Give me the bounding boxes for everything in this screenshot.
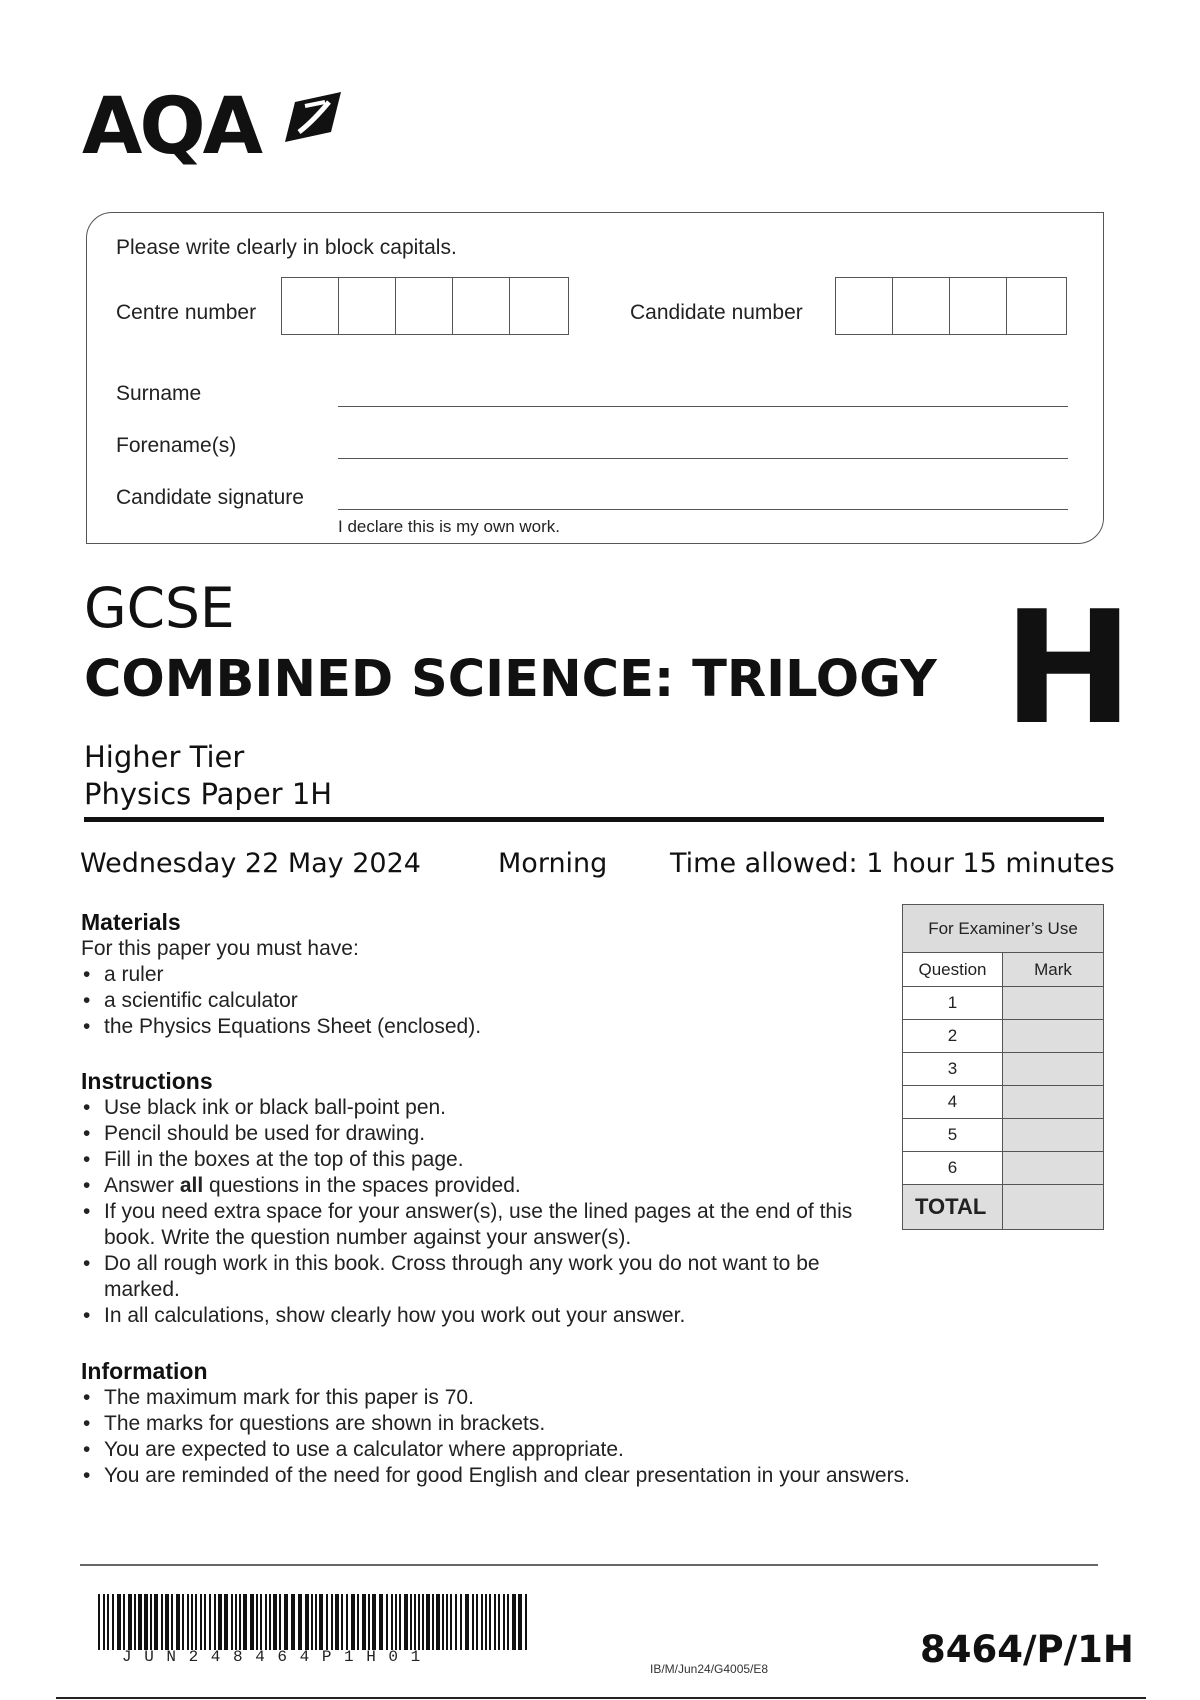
barcode-bar	[481, 1594, 483, 1650]
barcode-digits: JUN248464P1H01	[122, 1648, 433, 1666]
barcode-image	[98, 1594, 534, 1650]
total-row	[903, 1185, 1104, 1230]
barcode-bar	[187, 1594, 189, 1650]
barcode-bar	[256, 1594, 258, 1650]
barcode-bar	[279, 1594, 281, 1650]
table-row: 3	[903, 1053, 1104, 1086]
exam-session: Morning	[498, 848, 608, 879]
barcode-bar	[128, 1594, 132, 1650]
tier-name: Higher Tier	[84, 740, 245, 774]
barcode-bar	[161, 1594, 163, 1650]
barcode-bar	[112, 1594, 114, 1650]
barcode-bar	[494, 1594, 496, 1650]
barcode-bar	[341, 1594, 343, 1650]
barcode-bar	[503, 1594, 505, 1650]
list-item: • Use black ink or black ball-point pen.	[81, 1095, 881, 1121]
barcode-bar	[123, 1594, 125, 1650]
barcode-bar	[154, 1594, 158, 1650]
barcode-bar	[243, 1594, 247, 1650]
barcode-bar	[446, 1594, 448, 1650]
barcode-bar	[209, 1594, 211, 1650]
barcode-bar	[455, 1594, 457, 1650]
total-label: TOTAL	[903, 1185, 1003, 1230]
barcode-bar	[507, 1594, 509, 1650]
barcode-bar	[235, 1594, 237, 1650]
candidate-digit-box[interactable]	[893, 278, 950, 334]
centre-digit-box[interactable]	[510, 278, 567, 334]
barcode-bar	[346, 1594, 348, 1650]
barcode-bar	[191, 1594, 193, 1650]
barcode-bar	[436, 1594, 440, 1650]
forename-line[interactable]	[338, 458, 1068, 459]
paper-name: Physics Paper 1H	[84, 777, 333, 811]
barcode-bar	[395, 1594, 397, 1650]
table-row: 5	[903, 1119, 1104, 1152]
barcode-bar	[250, 1594, 254, 1650]
barcode-bar	[138, 1594, 142, 1650]
aqa-logo	[82, 82, 261, 172]
barcode-bar	[231, 1594, 233, 1650]
question-column-header: Question	[903, 953, 1003, 987]
exam-level: GCSE	[84, 576, 235, 640]
exam-date: Wednesday 22 May 2024	[80, 848, 421, 879]
materials-intro: For this paper you must have:	[81, 937, 359, 960]
barcode-bar	[265, 1594, 267, 1650]
barcode-bar	[239, 1594, 241, 1650]
signature-line[interactable]	[338, 509, 1068, 510]
materials-heading: Materials	[81, 909, 181, 935]
mark-cell[interactable]	[1003, 1152, 1104, 1185]
mark-cell[interactable]	[1003, 1086, 1104, 1119]
time-allowed: Time allowed: 1 hour 15 minutes	[670, 848, 1115, 879]
block-capitals-instruction: Please write clearly in block capitals.	[116, 236, 457, 259]
centre-number-label: Centre number	[116, 301, 257, 324]
barcode-bar	[218, 1594, 222, 1650]
candidate-digit-box[interactable]	[950, 278, 1007, 334]
barcode-bar	[260, 1594, 262, 1650]
candidate-digit-box[interactable]	[836, 278, 893, 334]
barcode-bar	[107, 1594, 109, 1650]
barcode-bar	[498, 1594, 500, 1650]
table-row: 4	[903, 1086, 1104, 1119]
emphasis-all: all	[179, 1174, 204, 1197]
list-item: • the Physics Equations Sheet (enclosed).	[81, 1014, 881, 1040]
barcode-bar	[426, 1594, 430, 1650]
table-row: 1	[903, 987, 1104, 1020]
barcode-bar	[134, 1594, 136, 1650]
barcode-bar	[442, 1594, 444, 1650]
list-item: • If you need extra space for your answer(s), use the lined pages at the end of this book. Write the question number against your answer(s).	[81, 1199, 881, 1251]
barcode-bar	[357, 1594, 359, 1650]
document-reference: IB/M/Jun24/G4005/E8	[650, 1662, 769, 1676]
mark-cell[interactable]	[1003, 987, 1104, 1020]
footer-divider	[80, 1564, 1098, 1566]
barcode-bar	[214, 1594, 216, 1650]
tier-letter: H	[1003, 577, 1134, 759]
barcode-bar	[117, 1594, 121, 1650]
barcode-bar	[150, 1594, 152, 1650]
candidate-number-boxes[interactable]	[835, 277, 1067, 335]
materials-list	[81, 962, 881, 1040]
list-item: • a ruler	[81, 962, 881, 988]
title-rule	[84, 817, 1104, 822]
barcode-bar	[368, 1594, 370, 1650]
barcode-bar	[182, 1594, 184, 1650]
centre-digit-box[interactable]	[282, 278, 339, 334]
centre-digit-box[interactable]	[339, 278, 396, 334]
barcode-bar	[399, 1594, 401, 1650]
centre-digit-box[interactable]	[396, 278, 453, 334]
barcode-bar	[476, 1594, 478, 1650]
barcode-bar	[291, 1594, 295, 1650]
barcode-bar	[450, 1594, 452, 1650]
total-mark-cell[interactable]	[1003, 1185, 1104, 1230]
table-row: 2	[903, 1020, 1104, 1053]
list-item: • Answer all questions in the spaces provided.	[81, 1173, 881, 1199]
candidate-digit-box[interactable]	[1007, 278, 1064, 334]
table-row: 6	[903, 1152, 1104, 1185]
barcode-bar	[335, 1594, 339, 1650]
barcode-bar	[414, 1594, 416, 1650]
candidate-number-label: Candidate number	[630, 301, 803, 324]
list-item: • In all calculations, show clearly how you work out your answer.	[81, 1303, 881, 1329]
list-item: • The maximum mark for this paper is 70.	[81, 1385, 1021, 1411]
barcode-bar	[512, 1594, 516, 1650]
barcode-bar	[460, 1594, 462, 1650]
barcode-bar	[311, 1594, 313, 1650]
barcode-bar	[98, 1594, 100, 1650]
instructions-heading: Instructions	[81, 1068, 213, 1094]
barcode-bar	[518, 1594, 522, 1650]
centre-number-boxes[interactable]	[281, 277, 569, 335]
barcode-bar	[305, 1594, 309, 1650]
mark-cell[interactable]	[1003, 1053, 1104, 1086]
barcode-bar	[326, 1594, 328, 1650]
barcode-bar	[489, 1594, 491, 1650]
information-section	[81, 1358, 1021, 1489]
centre-digit-box[interactable]	[453, 278, 510, 334]
barcode-bar	[144, 1594, 148, 1650]
barcode-bar	[284, 1594, 288, 1650]
barcode-bar	[351, 1594, 355, 1650]
barcode-bar	[195, 1594, 197, 1650]
barcode-bar	[315, 1594, 317, 1650]
barcode-bar	[379, 1594, 383, 1650]
aqa-leaf-mark-icon	[285, 92, 341, 142]
list-item: • Fill in the boxes at the top of this page.	[81, 1147, 881, 1173]
paper-code: 8464/P/1H	[920, 1628, 1134, 1671]
list-item: • Do all rough work in this book. Cross through any work you do not want to be marked.	[81, 1251, 881, 1303]
barcode-bar	[432, 1594, 434, 1650]
examiner-use-table	[902, 904, 1104, 1230]
list-item: • You are expected to use a calculator where appropriate.	[81, 1437, 1021, 1463]
list-item: • You are reminded of the need for good English and clear presentation in your answers.	[81, 1463, 1021, 1489]
barcode-bar	[525, 1594, 527, 1650]
page-bottom-rule	[56, 1697, 1146, 1699]
declaration-text: I declare this is my own work.	[338, 517, 561, 536]
barcode-bar	[319, 1594, 323, 1650]
barcode-bar	[224, 1594, 228, 1650]
barcode-bar	[485, 1594, 487, 1650]
barcode-bar	[386, 1594, 388, 1650]
barcode-bar	[176, 1594, 180, 1650]
barcode-bar	[372, 1594, 376, 1650]
barcode-bar	[171, 1594, 173, 1650]
barcode-bar	[269, 1594, 271, 1650]
surname-line[interactable]	[338, 406, 1068, 407]
list-item: • a scientific calculator	[81, 988, 881, 1014]
list-item: • Pencil should be used for drawing.	[81, 1121, 881, 1147]
logo-text: AQA	[82, 82, 261, 172]
barcode-bar	[404, 1594, 408, 1650]
barcode-bar	[273, 1594, 277, 1650]
barcode-bar	[362, 1594, 366, 1650]
barcode-bar	[472, 1594, 474, 1650]
barcode-bar	[204, 1594, 206, 1650]
barcode-bar	[200, 1594, 202, 1650]
barcode-bar	[465, 1594, 469, 1650]
surname-label: Surname	[116, 382, 202, 405]
forename-label: Forename(s)	[116, 434, 237, 457]
barcode-bar	[391, 1594, 393, 1650]
barcode-bar	[410, 1594, 412, 1650]
materials-section	[81, 909, 881, 1040]
barcode-bar	[103, 1594, 105, 1650]
mark-column-header: Mark	[1003, 953, 1104, 987]
mark-cell[interactable]	[1003, 1020, 1104, 1053]
instructions-section	[81, 1068, 881, 1329]
barcode-bar	[165, 1594, 169, 1650]
examiner-table-title: For Examiner’s Use	[903, 905, 1104, 953]
list-item: • The marks for questions are shown in brackets.	[81, 1411, 1021, 1437]
information-heading: Information	[81, 1358, 208, 1384]
barcode-bar	[422, 1594, 424, 1650]
information-list	[81, 1385, 1021, 1489]
signature-label: Candidate signature	[116, 486, 304, 509]
barcode-bar	[418, 1594, 420, 1650]
instructions-list	[81, 1095, 881, 1329]
barcode-bar	[298, 1594, 302, 1650]
exam-subject: COMBINED SCIENCE: TRILOGY	[84, 650, 937, 709]
barcode-bar	[331, 1594, 333, 1650]
mark-cell[interactable]	[1003, 1119, 1104, 1152]
